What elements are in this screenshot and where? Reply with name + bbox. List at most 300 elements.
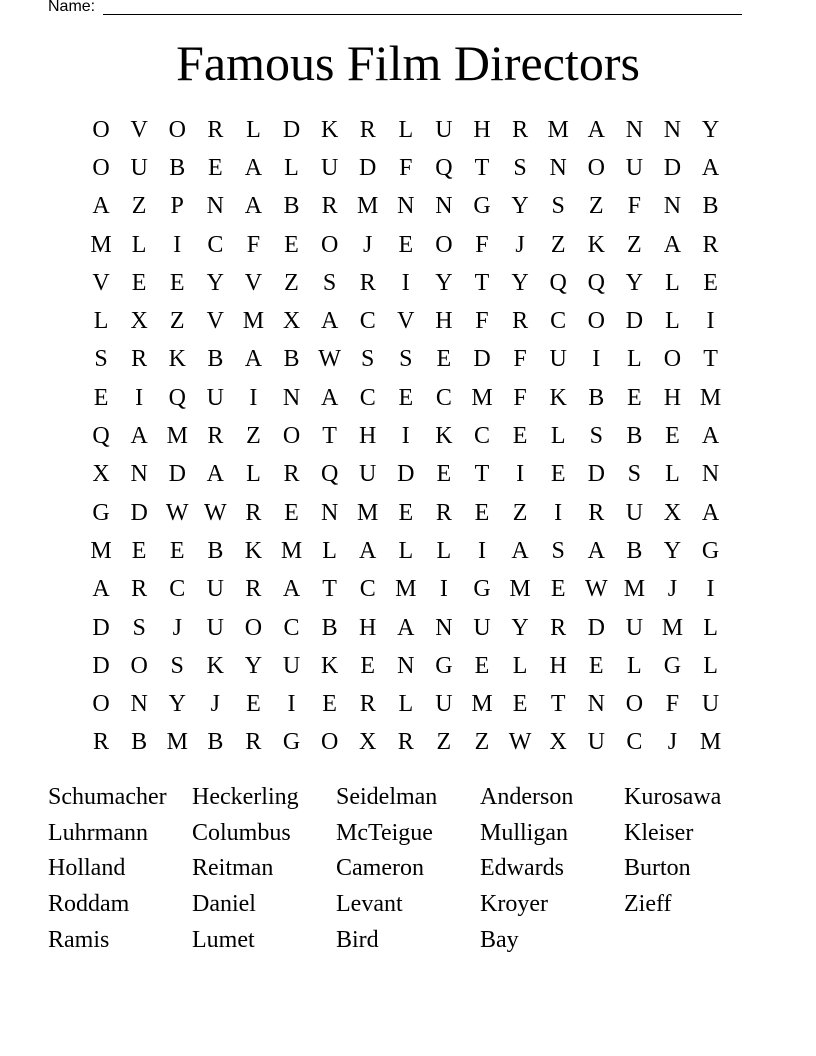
- grid-letter: B: [321, 614, 338, 641]
- grid-letter: K: [320, 652, 339, 679]
- grid-letter: U: [625, 614, 644, 641]
- grid-letter: J: [667, 576, 678, 603]
- grid-letter: T: [474, 269, 490, 296]
- grid-letter: E: [550, 576, 566, 603]
- grid-letter: L: [322, 537, 337, 564]
- grid-letter: E: [93, 384, 109, 411]
- grid-letter: X: [663, 499, 682, 526]
- grid-letter: V: [244, 269, 263, 296]
- grid-letter: S: [94, 346, 108, 373]
- grid-letter: L: [131, 231, 147, 258]
- word-list-item: Schumacher: [48, 784, 167, 810]
- grid-letter: I: [401, 269, 410, 296]
- grid-letter: A: [359, 537, 377, 564]
- grid-letter: E: [512, 423, 528, 450]
- grid-letter: F: [475, 308, 489, 335]
- grid-letter: C: [435, 384, 452, 411]
- grid-letter: B: [207, 537, 224, 564]
- grid-letter: G: [282, 729, 301, 756]
- grid-letter: I: [173, 231, 182, 258]
- grid-letter: W: [165, 499, 189, 526]
- grid-letter: B: [626, 423, 643, 450]
- grid-letter: H: [359, 423, 377, 450]
- page-title: Famous Film Directors: [176, 35, 640, 91]
- grid-letter: N: [206, 193, 224, 220]
- grid-letter: O: [663, 346, 682, 373]
- grid-letter: H: [435, 308, 453, 335]
- grid-letter: W: [318, 346, 341, 373]
- grid-letter: U: [359, 461, 377, 488]
- grid-letter: F: [513, 346, 527, 373]
- grid-letter: E: [131, 269, 147, 296]
- grid-letter: A: [130, 423, 148, 450]
- grid-letter: E: [360, 652, 376, 679]
- grid-letter: R: [359, 691, 376, 718]
- grid-letter: Q: [168, 384, 186, 411]
- grid-letter: T: [474, 461, 490, 488]
- name-field: [48, 0, 742, 18]
- word-list-item: Anderson: [480, 784, 574, 810]
- grid-letter: U: [206, 576, 224, 603]
- grid-letter: N: [587, 691, 605, 718]
- grid-letter: I: [249, 384, 258, 411]
- grid-letter: C: [169, 576, 186, 603]
- grid-letter: V: [397, 308, 415, 335]
- grid-letter: A: [587, 537, 605, 564]
- grid-letter: O: [282, 423, 301, 450]
- grid-letter: B: [588, 384, 605, 411]
- grid-letter: Z: [436, 729, 452, 756]
- grid-letter: F: [246, 231, 261, 258]
- grid-letter: K: [206, 652, 224, 679]
- grid-letter: R: [207, 423, 224, 450]
- grid-letter: A: [663, 231, 682, 258]
- grid-letter: R: [550, 614, 567, 641]
- grid-letter: Y: [168, 691, 186, 718]
- grid-letter: A: [244, 346, 263, 373]
- grid-letter: E: [398, 231, 414, 258]
- grid-letter: M: [166, 729, 188, 756]
- word-list-item: Holland: [48, 855, 126, 882]
- grid-letter: A: [511, 537, 529, 564]
- word-list-item: Heckerling: [192, 784, 299, 810]
- grid-letter: V: [206, 308, 224, 335]
- grid-letter: L: [398, 691, 414, 718]
- grid-letter: O: [320, 729, 339, 756]
- grid-letter: Z: [627, 231, 642, 258]
- grid-letter: E: [436, 346, 452, 373]
- grid-letter: I: [287, 691, 296, 718]
- grid-letter: M: [547, 116, 569, 143]
- grid-letter: R: [702, 231, 719, 258]
- grid-letter: I: [592, 346, 601, 373]
- grid-letter: M: [357, 499, 379, 526]
- grid-letter: Z: [474, 729, 490, 756]
- grid-letter: L: [665, 269, 680, 296]
- grid-letter: R: [283, 461, 300, 488]
- grid-letter: G: [473, 193, 491, 220]
- grid-letter: G: [435, 652, 453, 679]
- grid-letter: X: [359, 729, 377, 756]
- grid-letter: B: [131, 729, 148, 756]
- grid-letter: F: [513, 384, 527, 411]
- grid-letter: A: [244, 193, 263, 220]
- grid-letter: E: [550, 461, 566, 488]
- grid-letter: N: [282, 384, 301, 411]
- grid-letter: D: [359, 154, 377, 181]
- grid-letter: I: [516, 461, 525, 488]
- grid-letter: U: [435, 691, 453, 718]
- grid-letter: U: [701, 691, 720, 718]
- grid-letter: T: [322, 423, 337, 450]
- grid-letter: Z: [246, 423, 261, 450]
- grid-letter: B: [169, 154, 186, 181]
- grid-letter: L: [398, 537, 414, 564]
- grid-letter: U: [435, 116, 453, 143]
- grid-letter: S: [589, 423, 603, 450]
- grid-letter: C: [550, 308, 567, 335]
- grid-letter: U: [549, 346, 567, 373]
- grid-letter: I: [477, 537, 486, 564]
- grid-letter: N: [435, 614, 453, 641]
- grid-letter: S: [132, 614, 146, 641]
- word-list-item: Lumet: [192, 926, 255, 953]
- grid-letter: D: [92, 652, 110, 679]
- grid-letter: G: [473, 576, 491, 603]
- grid-letter: T: [703, 346, 718, 373]
- grid-letter: C: [283, 614, 300, 641]
- grid-letter: U: [130, 154, 148, 181]
- grid-letter: Y: [625, 269, 644, 296]
- grid-letter: Q: [587, 269, 605, 296]
- grid-letter: L: [93, 308, 109, 335]
- grid-letter: Y: [244, 652, 263, 679]
- grid-letter: L: [703, 652, 718, 679]
- grid-letter: C: [359, 576, 376, 603]
- word-list-item: McTeigue: [336, 819, 433, 846]
- grid-letter: A: [701, 499, 720, 526]
- grid-letter: L: [512, 652, 528, 679]
- word-list-item: Cameron: [336, 855, 424, 882]
- grid-letter: W: [584, 576, 608, 603]
- grid-letter: R: [93, 729, 110, 756]
- grid-letter: I: [439, 576, 448, 603]
- word-list-item: Levant: [336, 891, 403, 918]
- grid-letter: D: [663, 154, 682, 181]
- grid-letter: K: [320, 116, 339, 143]
- grid-letter: Q: [549, 269, 567, 296]
- grid-letter: W: [204, 499, 227, 526]
- grid-letter: R: [207, 116, 224, 143]
- word-list-item: Daniel: [192, 891, 256, 918]
- grid-letter: S: [627, 461, 642, 488]
- grid-letter: B: [207, 346, 224, 373]
- grid-letter: E: [398, 384, 414, 411]
- grid-letter: M: [699, 384, 722, 411]
- grid-letter: N: [320, 499, 339, 526]
- grid-letter: R: [245, 499, 262, 526]
- grid-letter: D: [397, 461, 415, 488]
- name-underline: [103, 14, 742, 15]
- grid-letter: F: [665, 691, 680, 718]
- grid-letter: R: [359, 116, 376, 143]
- grid-letter: Z: [131, 193, 147, 220]
- grid-letter: D: [473, 346, 491, 373]
- grid-letter: O: [168, 116, 186, 143]
- grid-letter: J: [210, 691, 220, 718]
- grid-letter: E: [588, 652, 604, 679]
- grid-letter: R: [397, 729, 414, 756]
- grid-letter: X: [130, 308, 148, 335]
- grid-letter: N: [625, 116, 644, 143]
- grid-letter: D: [587, 614, 605, 641]
- grid-letter: R: [435, 499, 452, 526]
- grid-letter: D: [282, 116, 301, 143]
- grid-letter: M: [90, 231, 112, 258]
- grid-letter: Z: [169, 308, 185, 335]
- grid-letter: R: [245, 729, 262, 756]
- grid-letter: Z: [588, 193, 604, 220]
- grid-letter: E: [284, 231, 299, 258]
- grid-letter: Y: [511, 269, 529, 296]
- grid-letter: Z: [550, 231, 566, 258]
- grid-letter: L: [665, 461, 680, 488]
- word-list-item: Kroyer: [480, 891, 548, 918]
- grid-letter: N: [397, 652, 415, 679]
- word-list-item: Edwards: [480, 855, 564, 882]
- grid-letter: A: [282, 576, 301, 603]
- grid-letter: X: [549, 729, 567, 756]
- grid-letter: I: [401, 423, 410, 450]
- grid-letter: A: [92, 193, 110, 220]
- grid-letter: M: [471, 691, 493, 718]
- grid-letter: M: [471, 384, 493, 411]
- grid-letter: A: [206, 461, 224, 488]
- grid-letter: M: [661, 614, 684, 641]
- grid-letter: M: [357, 193, 379, 220]
- grid-letter: M: [280, 537, 303, 564]
- grid-letter: K: [587, 231, 605, 258]
- grid-letter: U: [206, 384, 224, 411]
- grid-letter: E: [398, 499, 414, 526]
- grid-letter: E: [322, 691, 337, 718]
- grid-letter: V: [92, 269, 110, 296]
- word-list: [48, 780, 768, 958]
- grid-letter: C: [626, 729, 643, 756]
- word-list-item: Kleiser: [624, 819, 694, 846]
- grid-letter: S: [513, 154, 527, 181]
- grid-letter: A: [587, 116, 605, 143]
- grid-letter: D: [92, 614, 110, 641]
- grid-letter: Q: [320, 461, 339, 488]
- grid-letter: G: [701, 537, 720, 564]
- grid-letter: U: [625, 154, 644, 181]
- letter-grid: [82, 111, 730, 762]
- grid-letter: D: [587, 461, 605, 488]
- grid-letter: E: [169, 269, 185, 296]
- word-list-item: Bay: [480, 926, 519, 953]
- grid-letter: N: [130, 461, 148, 488]
- grid-letter: M: [699, 729, 722, 756]
- grid-letter: L: [284, 154, 299, 181]
- grid-letter: H: [473, 116, 491, 143]
- grid-letter: M: [623, 576, 646, 603]
- grid-letter: R: [512, 308, 529, 335]
- grid-letter: U: [282, 652, 301, 679]
- grid-letter: F: [475, 231, 489, 258]
- grid-letter: S: [551, 537, 565, 564]
- grid-letter: N: [663, 116, 682, 143]
- grid-letter: T: [322, 576, 337, 603]
- grid-letter: N: [130, 691, 148, 718]
- grid-letter: N: [435, 193, 453, 220]
- grid-letter: A: [320, 308, 339, 335]
- grid-letter: O: [625, 691, 644, 718]
- grid-letter: Y: [435, 269, 453, 296]
- word-list-item: Zieff: [624, 891, 672, 918]
- grid-letter: M: [242, 308, 265, 335]
- grid-letter: O: [320, 231, 339, 258]
- grid-letter: D: [625, 308, 644, 335]
- word-list-item: Mulligan: [480, 819, 568, 846]
- grid-letter: E: [665, 423, 680, 450]
- grid-letter: L: [398, 116, 414, 143]
- grid-letter: H: [663, 384, 682, 411]
- grid-letter: I: [706, 308, 715, 335]
- grid-letter: U: [320, 154, 339, 181]
- grid-letter: A: [92, 576, 110, 603]
- grid-letter: A: [397, 614, 415, 641]
- grid-letter: K: [168, 346, 186, 373]
- grid-letter: W: [508, 729, 532, 756]
- grid-letter: A: [244, 154, 263, 181]
- grid-letter: R: [512, 116, 529, 143]
- grid-letter: C: [207, 231, 224, 258]
- grid-letter: E: [246, 691, 261, 718]
- grid-letter: H: [549, 652, 567, 679]
- grid-letter: E: [207, 154, 223, 181]
- grid-letter: L: [436, 537, 452, 564]
- grid-letter: M: [395, 576, 417, 603]
- grid-letter: X: [92, 461, 110, 488]
- grid-letter: C: [473, 423, 490, 450]
- grid-letter: Q: [92, 423, 110, 450]
- grid-letter: L: [627, 652, 642, 679]
- grid-letter: O: [587, 308, 605, 335]
- word-list-item: Ramis: [48, 926, 110, 953]
- grid-letter: R: [359, 269, 376, 296]
- word-list-item: Roddam: [48, 891, 130, 918]
- grid-letter: G: [663, 652, 682, 679]
- grid-letter: J: [515, 231, 525, 258]
- grid-letter: E: [703, 269, 718, 296]
- grid-letter: Y: [511, 614, 529, 641]
- grid-letter: K: [435, 423, 453, 450]
- grid-letter: C: [359, 308, 376, 335]
- word-list-item: Luhrmann: [48, 819, 148, 846]
- grid-letter: U: [587, 729, 605, 756]
- grid-letter: L: [665, 308, 680, 335]
- grid-letter: A: [701, 423, 720, 450]
- grid-letter: U: [473, 614, 491, 641]
- grid-letter: Z: [512, 499, 528, 526]
- grid-letter: O: [587, 154, 605, 181]
- grid-letter: E: [627, 384, 642, 411]
- grid-letter: G: [92, 499, 110, 526]
- grid-letter: B: [283, 346, 300, 373]
- grid-letter: O: [130, 652, 148, 679]
- word-list-item: Reitman: [192, 855, 274, 882]
- grid-letter: L: [550, 423, 566, 450]
- grid-letter: R: [245, 576, 262, 603]
- grid-letter: E: [436, 461, 452, 488]
- grid-letter: A: [320, 384, 339, 411]
- grid-letter: L: [246, 116, 261, 143]
- grid-letter: R: [131, 346, 148, 373]
- grid-letter: E: [169, 537, 185, 564]
- grid-letter: N: [549, 154, 567, 181]
- grid-letter: I: [135, 384, 144, 411]
- grid-letter: K: [549, 384, 567, 411]
- word-list-item: Seidelman: [336, 784, 438, 810]
- grid-letter: M: [509, 576, 531, 603]
- grid-letter: U: [206, 614, 224, 641]
- grid-letter: K: [244, 537, 263, 564]
- grid-letter: N: [663, 193, 682, 220]
- grid-letter: L: [246, 461, 261, 488]
- grid-letter: T: [550, 691, 566, 718]
- grid-letter: Y: [511, 193, 529, 220]
- grid-letter: O: [92, 154, 110, 181]
- grid-letter: S: [170, 652, 184, 679]
- grid-letter: X: [282, 308, 301, 335]
- grid-letter: Y: [206, 269, 224, 296]
- grid-letter: I: [706, 576, 715, 603]
- grid-letter: O: [92, 116, 110, 143]
- grid-letter: C: [359, 384, 376, 411]
- grid-letter: S: [551, 193, 565, 220]
- grid-letter: U: [625, 499, 644, 526]
- grid-letter: O: [244, 614, 263, 641]
- grid-letter: S: [361, 346, 375, 373]
- grid-letter: Y: [701, 116, 720, 143]
- grid-letter: J: [172, 614, 182, 641]
- word-list-item: Bird: [336, 926, 379, 953]
- grid-letter: F: [399, 154, 413, 181]
- grid-letter: L: [627, 346, 642, 373]
- grid-letter: E: [474, 652, 490, 679]
- word-list-item: Burton: [624, 855, 691, 882]
- grid-letter: R: [588, 499, 605, 526]
- grid-letter: E: [512, 691, 528, 718]
- grid-letter: D: [130, 499, 148, 526]
- grid-letter: N: [701, 461, 720, 488]
- grid-letter: F: [627, 193, 642, 220]
- grid-letter: B: [702, 193, 719, 220]
- grid-letter: E: [131, 537, 147, 564]
- grid-letter: O: [92, 691, 110, 718]
- grid-letter: J: [667, 729, 678, 756]
- grid-letter: N: [397, 193, 415, 220]
- grid-letter: B: [207, 729, 224, 756]
- grid-letter: M: [90, 537, 112, 564]
- word-list-item: Columbus: [192, 819, 291, 846]
- grid-letter: H: [359, 614, 377, 641]
- grid-letter: P: [170, 193, 184, 220]
- grid-letter: J: [363, 231, 373, 258]
- grid-letter: B: [626, 537, 643, 564]
- grid-letter: A: [701, 154, 720, 181]
